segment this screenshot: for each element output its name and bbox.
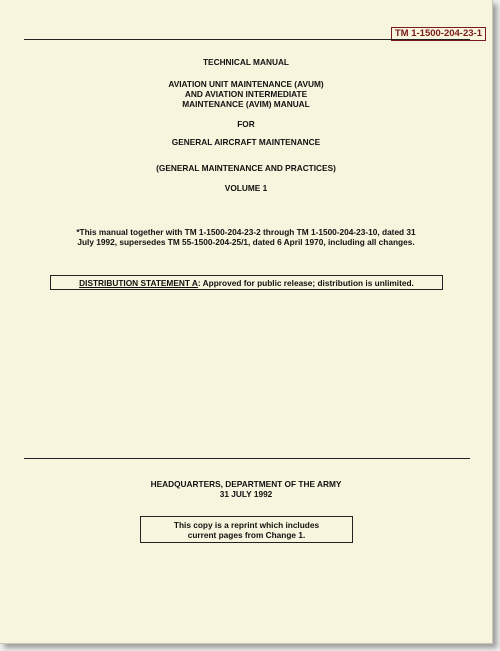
top-rule <box>24 39 470 40</box>
subject-title: GENERAL AIRCRAFT MAINTENANCE <box>171 137 321 147</box>
title-line-2: AND AVIATION INTERMEDIATE <box>184 89 308 99</box>
for-label: FOR <box>237 119 255 129</box>
issue-date: 31 JULY 1992 <box>219 489 273 499</box>
supersedes-note <box>0 227 492 247</box>
distribution-text: : Approved for public release; distribution is unlimited. <box>197 278 414 288</box>
technical-manual-heading: TECHNICAL MANUAL <box>202 57 290 67</box>
supersedes-line-2: July 1992, supersedes TM 55-1500-204-25/1, dated 6 April 1970, including all changes. <box>77 237 415 247</box>
distribution-statement-box <box>50 275 443 290</box>
title-line-1: AVIATION UNIT MAINTENANCE (AVUM) <box>168 79 324 89</box>
issuer-block <box>0 479 492 499</box>
reprint-line-1: This copy is a reprint which includes <box>173 520 320 530</box>
reprint-notice-box <box>140 516 353 543</box>
tm-number-badge: TM 1-1500-204-23-1 <box>391 27 486 41</box>
reprint-line-2: current pages from Change 1. <box>187 530 306 540</box>
issuer: HEADQUARTERS, DEPARTMENT OF THE ARMY <box>150 479 342 489</box>
title-block <box>0 57 492 193</box>
supersedes-line-1: *This manual together with TM 1-1500-204-23-2 through TM 1-1500-204-23-10, dated 31 <box>76 227 416 237</box>
distribution-label: DISTRIBUTION STATEMENT A <box>79 278 198 288</box>
volume-label: VOLUME 1 <box>224 183 268 193</box>
subtitle: (GENERAL MAINTENANCE AND PRACTICES) <box>156 163 336 173</box>
title-line-3: MAINTENANCE (AVIM) MANUAL <box>182 99 310 109</box>
bottom-rule <box>24 458 470 459</box>
